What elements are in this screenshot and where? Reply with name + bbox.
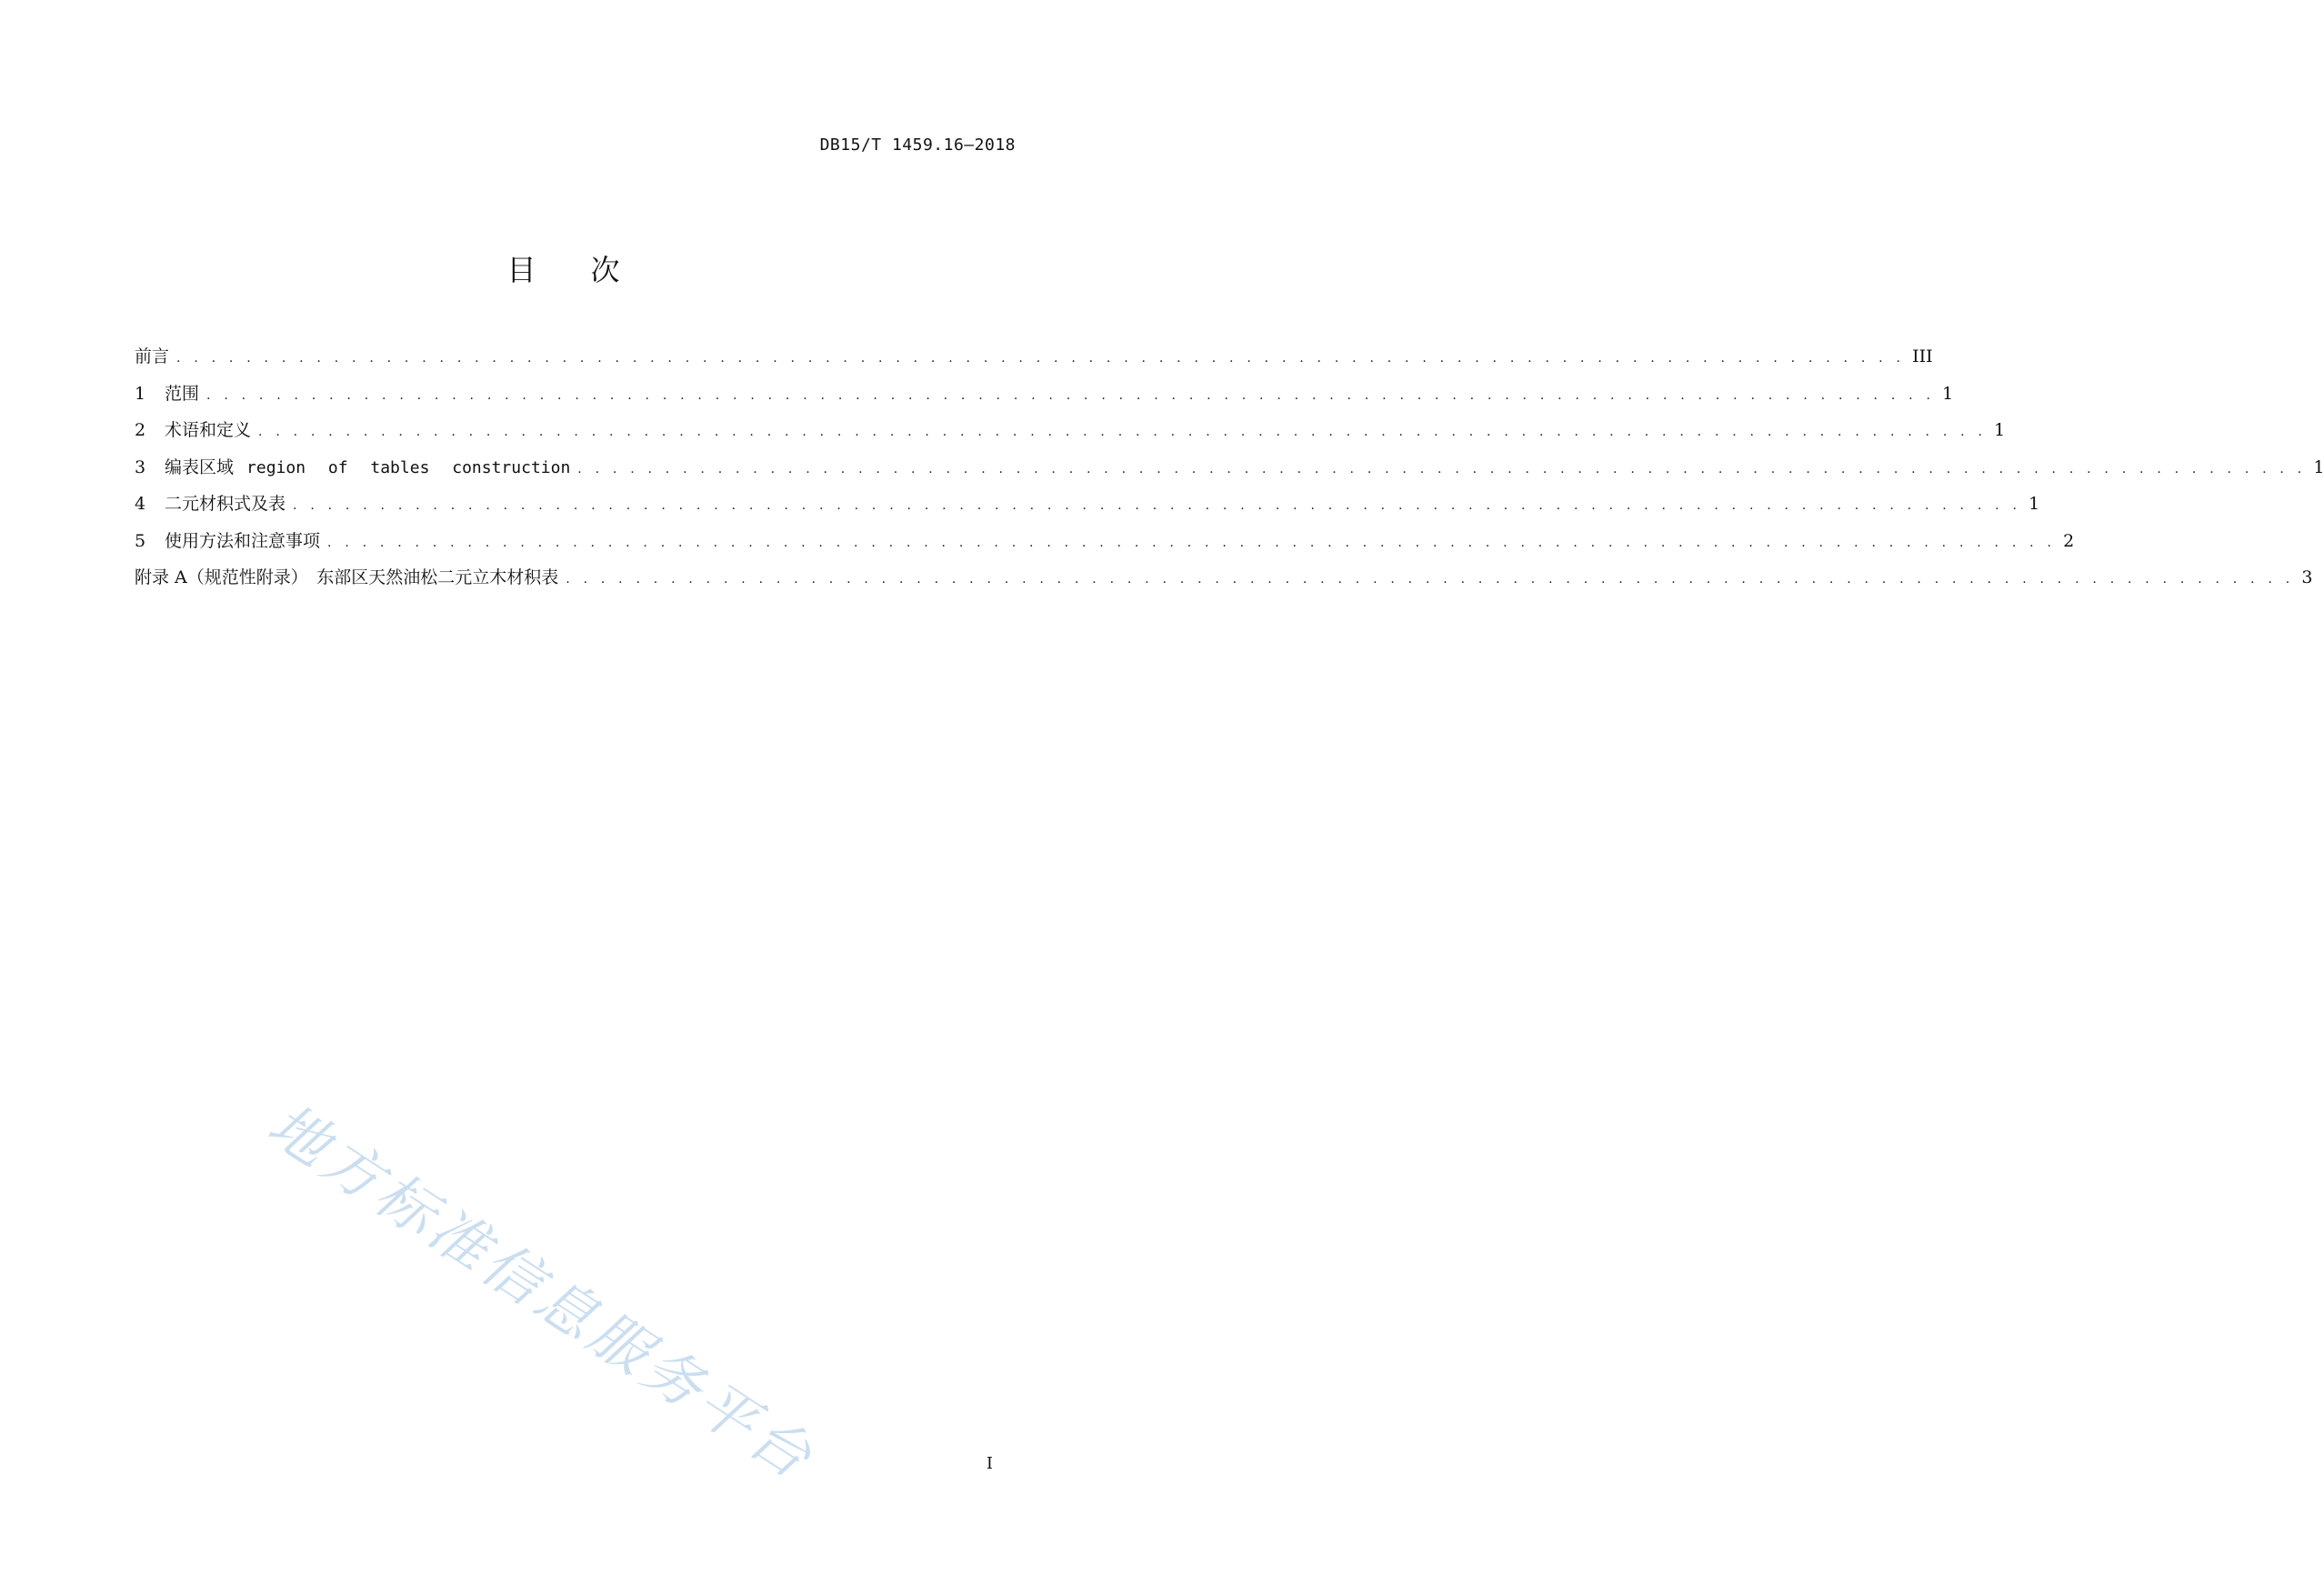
toc-entry-label-en: region of tables construction — [246, 457, 571, 477]
table-of-contents — [135, 338, 2324, 597]
document-code: DB15/T 1459.16—2018 — [819, 135, 1016, 155]
toc-title-part1: 目 — [506, 253, 538, 287]
toc-leader-dots: . . . . . . . . . . . . . . . . . . . . . . . . . . . . . . . . . . . . . . . . . . . . . . . . . . . . . . . . . . . . . . . . . . . . . . . . . . . . . . . . . . . . . . . . . . . . . . . . . . . — [293, 498, 2022, 513]
toc-entry-region[interactable] — [135, 449, 2324, 487]
toc-entry-number: 4 — [135, 494, 146, 514]
toc-entry-number: 1 — [135, 383, 146, 404]
toc-entry-page: 1 — [2313, 456, 2324, 477]
toc-leader-dots: . . . . . . . . . . . . . . . . . . . . . . . . . . . . . . . . . . . . . . . . . . . . . . . . . . . . . . . . . . . . . . . . . . . . . . . . . . . . . . . . . . . . . . . . . . . . . . . . . . . — [258, 425, 1988, 439]
toc-entry-label: 前言 — [135, 346, 170, 366]
toc-leader-dots: . . . . . . . . . . . . . . . . . . . . . . . . . . . . . . . . . . . . . . . . . . . . . . . . . . . . . . . . . . . . . . . . . . . . . . . . . . . . . . . . . . . . . . . . . . . . . . . . . . . — [577, 461, 2307, 476]
toc-title-part2: 次 — [590, 253, 622, 287]
toc-entry-page: III — [1912, 346, 1933, 366]
toc-entry-page: 3 — [2301, 567, 2313, 587]
toc-entry-terms[interactable] — [135, 412, 2006, 449]
toc-entry-usage[interactable] — [135, 523, 2075, 560]
toc-leader-dots: . . . . . . . . . . . . . . . . . . . . . . . . . . . . . . . . . . . . . . . . . . . . . . . . . . . . . . . . . . . . . . . . . . . . . . . . . . . . . . . . . . . . . . . . . . . . . . . . . . . — [566, 572, 2295, 587]
toc-title — [0, 247, 1128, 289]
toc-entry-number: 3 — [135, 456, 146, 477]
toc-entry-label: 范围 — [165, 383, 200, 404]
toc-entry-page: 1 — [2028, 494, 2040, 514]
toc-entry-number: 5 — [135, 530, 146, 551]
toc-entry-formula[interactable] — [135, 486, 2040, 523]
toc-entry-scope[interactable] — [135, 376, 1954, 413]
toc-entry-label: 使用方法和注意事项 — [165, 530, 321, 551]
toc-entry-label: 术语和定义 — [165, 420, 252, 440]
toc-entry-label-cn: 编表区域 — [165, 456, 235, 477]
toc-entry-label: 附录 A（规范性附录） 东部区天然油松二元立木材积表 — [135, 567, 559, 587]
toc-leader-dots: . . . . . . . . . . . . . . . . . . . . . . . . . . . . . . . . . . . . . . . . . . . . . . . . . . . . . . . . . . . . . . . . . . . . . . . . . . . . . . . . . . . . . . . . . . . . . . . . . . . — [327, 535, 2057, 550]
toc-entry-page: 1 — [1942, 383, 1954, 404]
toc-entry-page: 1 — [1994, 420, 2006, 440]
toc-entry-page: 2 — [2063, 530, 2075, 551]
toc-entry-label: 二元材积式及表 — [165, 494, 286, 514]
toc-leader-dots: . . . . . . . . . . . . . . . . . . . . . . . . . . . . . . . . . . . . . . . . . . . . . . . . . . . . . . . . . . . . . . . . . . . . . . . . . . . . . . . . . . . . . . . . . . . . . . . . . . . — [206, 387, 1936, 403]
watermark: 地方标准信息服务平台 — [255, 1091, 826, 1495]
toc-entry-appendix-a[interactable] — [135, 559, 2313, 597]
page-number: I — [986, 1454, 993, 1473]
toc-entry-label — [165, 449, 570, 487]
toc-entry-foreword[interactable] — [135, 338, 1933, 376]
toc-entry-number: 2 — [135, 420, 146, 440]
toc-leader-dots: . . . . . . . . . . . . . . . . . . . . . . . . . . . . . . . . . . . . . . . . . . . . . . . . . . . . . . . . . . . . . . . . . . . . . . . . . . . . . . . . . . . . . . . . . . . . . . . . . . . — [176, 351, 1906, 366]
